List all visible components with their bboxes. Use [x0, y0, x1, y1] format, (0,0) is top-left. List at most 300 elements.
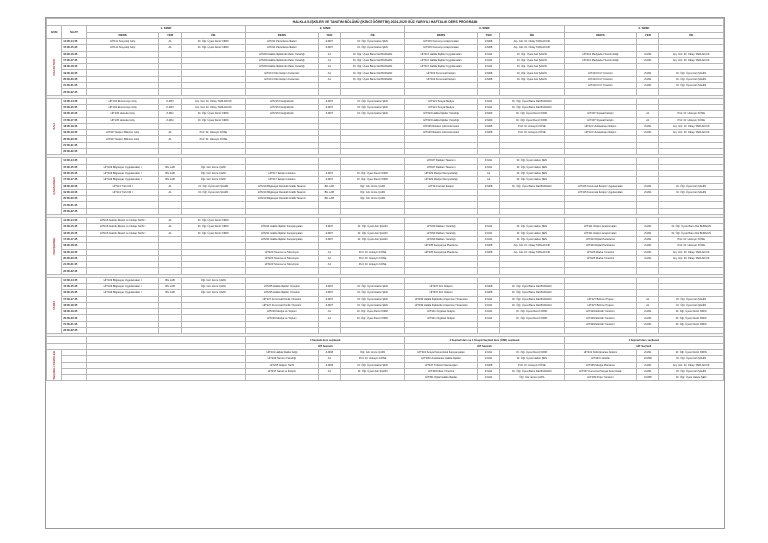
- hour-cell: 21:00-21:45: [62, 262, 87, 268]
- class-4-lecturer-cell: Dr. Öğr. Üyesi Aslı ŞAHİN: [659, 296, 724, 302]
- class-1-room-cell: A1: [159, 218, 181, 224]
- hour-cell: 17:00-17:45: [62, 296, 87, 302]
- class-2-course-cell: HİT211 Pazarlama İlkeleri: [246, 45, 319, 51]
- class-3-lecturer-cell: Dr. Öğr. Üyesi Aslı ŞAHİN: [500, 64, 564, 70]
- class-3-room-cell: Z-M11: [477, 302, 499, 308]
- class-1-course-cell: HİT109 Bilgisayar Uygulamaları I: [86, 277, 159, 283]
- class-3-course-cell: HİT319 Kurumsal İletişim: [405, 76, 478, 82]
- class-4-room-cell: Z-M11: [637, 123, 659, 129]
- class-2-room-cell: Z-M07: [318, 296, 340, 302]
- class-3-room-cell: Z-M08: [477, 123, 499, 129]
- class-2-course-cell: HİT221 Halkla İlişkiler Kampanyaları: [246, 224, 319, 230]
- class-2-lecturer-cell: Dr. Öğr. Üyesi Hatice ŞEN: [340, 290, 404, 296]
- class-4-lecturer-cell: Dr. Öğr. Üyesi Deniz KIRIK: [659, 349, 724, 355]
- class-2-lecturer-cell: Prof. Dr. Hüseyin KÖSE: [340, 249, 404, 255]
- class-2-lecturer-cell: Prof. Dr. Hüseyin KÖSE: [340, 262, 404, 268]
- class-4-room-cell: Z-M11: [637, 57, 659, 63]
- class-3-course-cell: HİT327 Reklam Tasarımı: [405, 164, 478, 170]
- class-2-course-cell: HİT219 Bilgisayar Destekli Grafik Tasarım: [246, 196, 319, 202]
- class-4-room-cell: Z-M11: [637, 368, 659, 374]
- class-4-course-cell: HİT427 Bitirme Projesi: [564, 302, 637, 308]
- class-4-room-cell: Z-M08: [637, 356, 659, 362]
- class-1-room-cell: BİL LAB: [159, 170, 181, 176]
- class-1-room-cell: Z-M11: [159, 117, 181, 123]
- elective-label-3: HİT Seçmeli: [405, 343, 564, 349]
- hour-cell: [62, 375, 87, 381]
- class-1-course-cell: HİT109 Bilgisayar Uygulamaları I: [86, 164, 159, 170]
- class-3-course-cell: HİT345 Uluslararası Halkla İlişkiler: [405, 356, 478, 362]
- class-3-course-cell: HİT329 Medya Okuryazarlığı: [405, 177, 478, 183]
- class-1-course-cell: HİT111 Sosyoloji Giriş: [86, 39, 159, 45]
- hour-cell: 16:00-16:45: [62, 111, 87, 117]
- class-4-room-cell: Z-M11: [637, 321, 659, 327]
- class-2-course-cell: HİT221 Halkla İlişkiler Kampanyaları: [246, 236, 319, 242]
- class-4-room-cell: A1: [637, 302, 659, 308]
- class-3-course-cell: HİT317 Halkla İlişkiler Uygulamaları: [405, 64, 478, 70]
- class-3-course-cell: HİT347 Tüketici Davranışları: [405, 362, 478, 368]
- class-2-course-cell: HİT225 Halkla İlişkiler Yönetimi: [246, 283, 319, 289]
- course-header: DERS: [86, 32, 159, 39]
- class-2-course-cell: HİT215 Fotoğrafçılık: [246, 111, 319, 117]
- class-2-room-cell: A1: [318, 356, 340, 362]
- class-1-room-cell: BİL LAB: [159, 283, 181, 289]
- class-2-room-cell: Z-M07: [318, 177, 340, 183]
- class-3-room-cell: Z-M11: [477, 315, 499, 321]
- class-1-lecturer-cell: Öğr. Gör. Emre ÇAPA: [181, 283, 245, 289]
- class-3-room-cell: Z-M08: [477, 70, 499, 76]
- class-4-course-cell: HİT415 Kurumsal İletişim Uygulamaları: [564, 183, 637, 189]
- class-2-course-cell: HİT219 Bilgisayar Destekli Grafik Tasarım: [246, 189, 319, 195]
- class-3-course-cell: HİT333 Reklam Yazarlığı: [405, 236, 478, 242]
- class-3-course-cell: HİT335 Kampanya Planlama: [405, 249, 478, 255]
- class-3-lecturer-cell: Dr. Öğr. Üyesi Banu Dal BURHAN: [500, 183, 564, 189]
- hour-cell: 19:00-19:45: [62, 309, 87, 315]
- hour-cell: 15:00-15:45: [62, 283, 87, 289]
- class-1-lecturer-cell: Arş. Gör. Dr. Oktay TARLAKCIK: [181, 104, 245, 110]
- class-3-room-cell: Z-M11: [477, 164, 499, 170]
- class-1-lecturer-cell: Dr. Öğr. Üyesi Deniz KIRIK: [181, 224, 245, 230]
- hour-cell: 22:00-22:45: [62, 268, 87, 274]
- class-4-lecturer-cell: Dr. Öğr. Üyesi Deniz KIRIK: [659, 309, 724, 315]
- hour-cell: 20:00-20:45: [62, 136, 87, 142]
- class-3-course-cell: HİT337 Kriz İletişimi: [405, 290, 478, 296]
- class-1-lecturer-cell: Prof. Dr. Hüseyin KÖSE: [181, 130, 245, 136]
- class-2-room-cell: Z-M07: [318, 283, 340, 289]
- hour-cell: 22:00-22:45: [62, 89, 87, 95]
- hour-cell: 19:00-19:45: [62, 249, 87, 255]
- elective-label-2: HİT Seçmeli: [246, 343, 405, 349]
- class-2-course-cell: HİT235 İletişim Tarihi: [246, 362, 319, 368]
- class-2-header: 2. SINIF: [246, 26, 405, 33]
- class-1-lecturer-cell: Dr. Öğr. Üyesi Deniz KIRIK: [181, 117, 245, 123]
- hour-cell: 22:00-22:45: [62, 149, 87, 155]
- schedule-title: HALKLA İLİŞKİLER VE TANITIM BÖLÜMÜ (İKİNCİ ÖĞRETİM) 2024-2025 GÜZ YARIYILI HAFTALIK DERS PROGRAMI: [47, 19, 724, 26]
- lecturer-header: ÖE: [659, 32, 724, 39]
- class-3-room-cell: Z-M11: [477, 296, 499, 302]
- class-1-course-cell: HİT111 Sosyoloji Giriş: [86, 45, 159, 51]
- class-3-lecturer-cell: Arş. Gör. Dr. Oktay TARLAKCIK: [500, 243, 564, 249]
- class-3-room-cell: Z-M11: [477, 236, 499, 242]
- class-2-lecturer-cell: Dr. Öğr. Üyesi Aslı ŞAHİN: [340, 368, 404, 374]
- class-1-course-cell: HİT107 İletişim Bilimine Giriş: [86, 130, 159, 136]
- day-label: SALI: [47, 98, 62, 155]
- class-2-room-cell: A1: [318, 70, 340, 76]
- hour-cell: 14:00-14:45: [62, 218, 87, 224]
- class-4-course-cell: HİT435 Medya Planlama: [564, 362, 637, 368]
- class-4-lecturer-cell: Prof. Dr. Hüseyin KÖSE: [659, 111, 724, 117]
- hour-cell: 18:00-18:45: [62, 123, 87, 129]
- class-2-lecturer-cell: Dr. Öğr. Üyesi Deniz KIRIK: [340, 177, 404, 183]
- class-3-room-cell: Z-M08: [477, 39, 499, 45]
- class-4-lecturer-cell: Dr. Öğr. Üyesi Aslı ŞAHİN: [659, 189, 724, 195]
- hour-cell: 21:00-21:45: [62, 142, 87, 148]
- hour-cell: 17:00-17:45: [62, 57, 87, 63]
- class-3-lecturer-cell: Dr. Öğr. Üyesi Banu Dal BURHAN: [500, 104, 564, 110]
- class-2-room-cell: A1: [318, 57, 340, 63]
- class-2-room-cell: A1: [318, 368, 340, 374]
- hour-cell: 16:00-16:45: [62, 51, 87, 57]
- class-3-course-cell: HİT321 Sosyal Medya: [405, 98, 478, 104]
- class-4-room-cell: Z-M11: [637, 230, 659, 236]
- class-3-course-cell: HİT315 Kamuoyu Araştırmaları: [405, 45, 478, 51]
- lecturer-header: ÖE: [181, 32, 245, 39]
- class-3-course-cell: HİT341 Örgütsel İletişim: [405, 315, 478, 321]
- class-1-room-cell: BİL LAB: [159, 290, 181, 296]
- class-2-lecturer-cell: Dr. Öğr. Üyesi Aslı ŞAHİN: [340, 230, 404, 236]
- class-3-course-cell: HİT337 Kriz İletişimi: [405, 283, 478, 289]
- class-2-lecturer-cell: Dr. Öğr. Üyesi Hatice ŞEN: [340, 45, 404, 51]
- room-header: YER: [318, 32, 340, 39]
- class-2-room-cell: BİL LAB: [318, 183, 340, 189]
- class-4-course-cell: HİT431 Kültürlerarası İletişim: [564, 349, 637, 355]
- class-3-room-cell: Z-M08: [477, 362, 499, 368]
- class-3-lecturer-cell: Prof. Dr. Hüseyin KÖSE: [500, 362, 564, 368]
- class-3-lecturer-cell: Dr. Öğr. Üyesi Hatice ŞEN: [500, 230, 564, 236]
- class-1-course-cell: HİT105 Hukuka Giriş: [86, 111, 159, 117]
- schedule-sheet: [45, 17, 725, 529]
- class-3-course-cell: HİT327 Reklam Tasarımı: [405, 158, 478, 164]
- class-4-room-cell: Z-M11: [637, 315, 659, 321]
- class-2-lecturer-cell: Öğr. Gör. Emre ÇAPA: [340, 189, 404, 195]
- hour-cell: 14:00-14:45: [62, 277, 87, 283]
- class-3-lecturer-cell: Dr. Öğr. Üyesi Banu Dal BURHAN: [500, 283, 564, 289]
- class-3-room-cell: Z-M11: [477, 98, 499, 104]
- class-4-lecturer-cell: Dr. Öğr. Üyesi Aslı ŞAHİN: [659, 83, 724, 89]
- class-2-course-cell: HİT229 Medya ve Toplum: [246, 315, 319, 321]
- class-1-lecturer-cell: Öğr. Gör. Emre ÇAPA: [181, 290, 245, 296]
- class-1-course-cell: HİT107 İletişim Bilimine Giriş: [86, 136, 159, 142]
- class-4-lecturer-cell: Arş. Gör. Dr. Oktay TARLAKCIK: [659, 255, 724, 261]
- class-3-room-cell: Z-M08: [477, 283, 499, 289]
- class-1-course-cell: HİT109 Bilgisayar Uygulamaları I: [86, 290, 159, 296]
- class-3-course-cell: HİT317 Halkla İlişkiler Uygulamaları: [405, 51, 478, 57]
- class-4-lecturer-cell: Arş. Gör. Dr. Oktay TARLAKCIK: [659, 249, 724, 255]
- class-4-room-cell: A1: [637, 111, 659, 117]
- class-1-header: 1. SINIF: [86, 26, 245, 33]
- hour-column-header: SAAT: [62, 26, 87, 39]
- class-4-room-cell: Z-M11: [637, 362, 659, 368]
- class-3-room-cell: Z-M11: [477, 230, 499, 236]
- class-2-room-cell: A1: [318, 315, 340, 321]
- class-3-lecturer-cell: Arş. Gör. Dr. Oktay TARLAKCIK: [500, 45, 564, 51]
- class-4-lecturer-cell: Dr. Öğr. Üyesi Aslı ŞAHİN: [659, 183, 724, 189]
- class-3-lecturer-cell: Dr. Öğr. Üyesi Deniz KIRIK: [500, 315, 564, 321]
- hour-cell: 15:00-15:45: [62, 104, 87, 110]
- class-2-room-cell: Z-M07: [318, 224, 340, 230]
- class-4-room-cell: Z-M11: [637, 224, 659, 230]
- schedule-table: [46, 18, 724, 381]
- class-4-room-cell: Z-M11: [637, 243, 659, 249]
- class-4-lecturer-cell: Arş. Gör. Dr. Oktay TARLAKCIK: [659, 123, 724, 129]
- class-3-course-cell: HİT315 Kamuoyu Araştırmaları: [405, 39, 478, 45]
- class-2-course-cell: HİT233 Tanıtım Yazarlığı: [246, 356, 319, 362]
- class-3-course-cell: HİT341 Örgütsel İletişim: [405, 309, 478, 315]
- class-2-course-cell: HİT223 Sinema ve Televizyon: [246, 249, 319, 255]
- class-4-room-cell: A1: [637, 296, 659, 302]
- class-2-lecturer-cell: Dr. Öğr. Üyesi Hatice ŞEN: [340, 296, 404, 302]
- class-2-course-cell: HİT217 İletişim Hukuku: [246, 170, 319, 176]
- class-1-lecturer-cell: Dr. Öğr. Üyesi Deniz KIRIK: [181, 45, 245, 51]
- class-4-lecturer-cell: Dr. Öğr. Üyesi Aslı ŞAHİN: [659, 368, 724, 374]
- class-2-lecturer-cell: Öğr. Gör. Emre ÇAPA: [340, 183, 404, 189]
- class-3-lecturer-cell: Dr. Öğr. Üyesi Deniz KIRIK: [500, 117, 564, 123]
- class-3-room-cell: Z-M08: [477, 290, 499, 296]
- class-3-lecturer-cell: Dr. Öğr. Üyesi Deniz KIRIK: [500, 309, 564, 315]
- elective-note-2: 4 Seçmeli ders seçilecek: [246, 337, 405, 343]
- class-3-course-cell: HİT329 Medya Okuryazarlığı: [405, 170, 478, 176]
- class-3-course-cell: HİT325 Reklam Çözümlemeleri: [405, 130, 478, 136]
- class-3-lecturer-cell: Arş. Gör. Dr. Oktay TARLAKCIK: [500, 39, 564, 45]
- class-2-room-cell: Z-M07: [318, 45, 340, 51]
- class-1-course-cell: HİT105 Hukuka Giriş: [86, 117, 159, 123]
- class-1-room-cell: Z-M07: [159, 104, 181, 110]
- class-3-room-cell: Z-M11: [477, 104, 499, 110]
- class-2-room-cell: Z-M07: [318, 290, 340, 296]
- class-2-room-cell: A1: [318, 249, 340, 255]
- class-1-course-cell: HİT113 Türk Dili I: [86, 183, 159, 189]
- hour-cell: 19:00-19:45: [62, 189, 87, 195]
- class-4-course-cell: HİT415 Kurumsal İletişim Uygulamaları: [564, 189, 637, 195]
- class-2-course-cell: HİT237 Sanat ve İletişim: [246, 368, 319, 374]
- class-4-course-cell: HİT439 Proje Yönetimi: [564, 375, 637, 381]
- class-3-room-cell: Z-M11: [477, 158, 499, 164]
- class-4-lecturer-cell: Arş. Gör. Dr. Oktay TARLAKCIK: [659, 130, 724, 136]
- class-3-course-cell: HİT323 Halkla İlişkiler Yazarlığı: [405, 111, 478, 117]
- class-1-room-cell: A1: [159, 183, 181, 189]
- class-4-course-cell: HİT423 Dijital Pazarlama: [564, 236, 637, 242]
- class-1-lecturer-cell: Dr. Öğr. Üyesi Deniz KIRIK: [181, 39, 245, 45]
- hour-cell: 17:00-17:45: [62, 236, 87, 242]
- class-3-room-cell: Z-M08: [477, 130, 499, 136]
- class-4-course-cell: HİT433 Lobicilik: [564, 356, 637, 362]
- class-3-room-cell: Z-M11: [477, 309, 499, 315]
- hour-cell: 15:00-15:45: [62, 164, 87, 170]
- class-3-lecturer-cell: Dr. Öğr. Üyesi Hatice ŞEN: [500, 236, 564, 242]
- hour-cell: 14:00-14:45: [62, 39, 87, 45]
- class-2-room-cell: A1: [318, 255, 340, 261]
- class-3-room-cell: Z-M08: [477, 183, 499, 189]
- class-2-lecturer-cell: Dr. Öğr. Üyesi Banu Dal BURHAN: [340, 64, 404, 70]
- class-2-course-cell: HİT225 Halkla İlişkiler Yönetimi: [246, 290, 319, 296]
- elective-note-3: 4 Seçmeli ders ve 1 Sosyal Seçmeli ders (ÜSD) seçilecek: [405, 337, 564, 343]
- class-1-lecturer-cell: Öğr. Gör. Emre ÇAPA: [181, 177, 245, 183]
- class-3-lecturer-cell: Dr. Öğr. Üyesi Banu Dal BURHAN: [500, 302, 564, 308]
- class-3-room-cell: Z-M11: [477, 368, 499, 374]
- class-4-room-cell: A1: [637, 117, 659, 123]
- hour-cell: 15:00-15:45: [62, 224, 87, 230]
- class-2-lecturer-cell: Dr. Öğr. Üyesi Hatice ŞEN: [340, 98, 404, 104]
- hour-cell: 17:00-17:45: [62, 177, 87, 183]
- class-1-room-cell: A1: [159, 45, 181, 51]
- class-2-course-cell: [246, 375, 319, 381]
- class-3-course-cell: HİT343 Sosyal Sorumluluk Kampanyaları: [405, 349, 478, 355]
- class-2-lecturer-cell: Dr. Öğr. Üyesi Hatice ŞEN: [340, 283, 404, 289]
- class-4-lecturer-cell: Prof. Dr. Hüseyin KÖSE: [659, 117, 724, 123]
- class-4-room-cell: Z-M11: [637, 236, 659, 242]
- hour-cell: 21:00-21:45: [62, 83, 87, 89]
- hour-cell: 22:00-22:45: [62, 328, 87, 334]
- hour-cell: 20:00-20:45: [62, 255, 87, 261]
- hour-cell: 20:00-20:45: [62, 76, 87, 82]
- class-1-empty-cell: [86, 375, 245, 381]
- class-2-room-cell: A1: [318, 51, 340, 57]
- class-2-lecturer-cell: Dr. Öğr. Üyesi Banu Dal BURHAN: [340, 70, 404, 76]
- class-1-course-cell: HİT115 Atatürk İlkeleri ve İnkılap Tarihi I: [86, 230, 159, 236]
- class-3-lecturer-cell: Dr. Öğr. Üyesi Banu Dal BURHAN: [500, 98, 564, 104]
- hour-cell: 18:00-18:45: [62, 64, 87, 70]
- class-4-room-cell: Z-M11: [637, 83, 659, 89]
- class-2-lecturer-cell: Dr. Öğr. Üyesi Banu Dal BURHAN: [340, 51, 404, 57]
- class-2-lecturer-cell: Prof. Dr. Hüseyin KÖSE: [340, 356, 404, 362]
- class-1-room-cell: A1: [159, 224, 181, 230]
- class-1-course-cell: HİT109 Bilgisayar Uygulamaları I: [86, 177, 159, 183]
- class-3-course-cell: HİT333 Reklam Yazarlığı: [405, 224, 478, 230]
- class-1-course-cell: HİT115 Atatürk İlkeleri ve İnkılap Tarihi I: [86, 224, 159, 230]
- class-4-lecturer-cell: Dr. Öğr. Üyesi Aslı ŞAHİN: [659, 356, 724, 362]
- class-2-course-cell: HİT209 Halkla İlişkilerde Metin Yazarlığı: [246, 51, 319, 57]
- class-4-course-cell: HİT427 Bitirme Projesi: [564, 296, 637, 302]
- class-4-room-cell: Z-M11: [637, 76, 659, 82]
- class-3-lecturer-cell: Dr. Öğr. Üyesi Hatice ŞEN: [500, 356, 564, 362]
- class-2-lecturer-cell: Prof. Dr. Hüseyin KÖSE: [340, 255, 404, 261]
- class-3-course-cell: HİT331 Görsel İletişim: [405, 183, 478, 189]
- class-1-lecturer-cell: Dr. Öğr. Üyesi Aslı ŞAHİN: [181, 189, 245, 195]
- class-3-course-cell: HİT351 Dijital Halkla İlişkiler: [405, 375, 478, 381]
- elective-day-label: SEÇMELİ DERSLER: [47, 349, 62, 380]
- class-4-course-cell: HİT423 Dijital Pazarlama: [564, 243, 637, 249]
- elective-row: [47, 375, 724, 381]
- class-4-course-cell: HİT413 Medyada Yönetim Etiği: [564, 57, 637, 63]
- class-2-lecturer-cell: Dr. Öğr. Üyesi Hatice ŞEN: [340, 362, 404, 368]
- class-1-room-cell: A1: [159, 230, 181, 236]
- class-4-course-cell: HİT421 İletişim Araştırmaları: [564, 224, 637, 230]
- class-3-header: 3. SINIF: [405, 26, 564, 33]
- class-4-room-cell: Z-M11: [637, 70, 659, 76]
- class-2-lecturer-cell: Dr. Öğr. Üyesi Hatice ŞEN: [340, 302, 404, 308]
- elective-note-4: 4 Seçmeli ders seçilecek: [564, 337, 723, 343]
- class-4-room-cell: Z-M11: [637, 349, 659, 355]
- class-1-lecturer-cell: Arş. Gör. Dr. Oktay TARLAKCIK: [181, 98, 245, 104]
- lecturer-header: ÖE: [500, 32, 564, 39]
- class-2-room-cell: A1: [318, 262, 340, 268]
- class-4-lecturer-cell: Dr. Öğr. Üyesi Banu Dal BURHAN: [659, 224, 724, 230]
- class-2-course-cell: HİT219 Bilgisayar Destekli Grafik Tasarım: [246, 183, 319, 189]
- day-label: ÇARŞAMBA: [47, 158, 62, 215]
- class-3-room-cell: Z-M11: [477, 349, 499, 355]
- class-3-course-cell: HİT317 Halkla İlişkiler Uygulamaları: [405, 57, 478, 63]
- class-2-course-cell: HİT223 Sinema ve Televizyon: [246, 262, 319, 268]
- class-4-lecturer-cell: Arş. Gör. Dr. Oktay TARLAKCIK: [659, 362, 724, 368]
- class-2-course-cell: HİT215 Fotoğrafçılık: [246, 104, 319, 110]
- class-4-course-cell: HİT425 Marka Yönetimi: [564, 255, 637, 261]
- class-3-room-cell: Z-M11: [477, 224, 499, 230]
- class-2-lecturer-cell: Dr. Öğr. Üyesi Banu Dal BURHAN: [340, 57, 404, 63]
- class-3-lecturer-cell: Dr. Öğr. Üyesi Hatice ŞEN: [500, 158, 564, 164]
- class-3-lecturer-cell: Dr. Öğr. Üyesi Hatice ŞEN: [500, 170, 564, 176]
- class-4-course-cell: HİT407 Siyasal İletişim: [564, 111, 637, 117]
- class-2-course-cell: HİT221 Halkla İlişkiler Kampanyaları: [246, 230, 319, 236]
- class-4-room-cell: Z-M11: [637, 51, 659, 57]
- class-2-room-cell: Z-M07: [318, 236, 340, 242]
- class-2-room-cell: Z-M07: [318, 170, 340, 176]
- class-1-lecturer-cell: Öğr. Gör. Emre ÇAPA: [181, 277, 245, 283]
- class-2-course-cell: HİT231 Halkla İlişkiler Etiği: [246, 349, 319, 355]
- class-2-room-cell: Z-M07: [318, 98, 340, 104]
- class-1-lecturer-cell: Prof. Dr. Hüseyin KÖSE: [181, 136, 245, 142]
- room-header: YER: [477, 32, 499, 39]
- class-3-lecturer-cell: Arş. Gör. Dr. Oktay TARLAKCIK: [500, 249, 564, 255]
- class-2-room-cell: BİL LAB: [318, 196, 340, 202]
- class-2-lecturer-cell: Dr. Öğr. Üyesi Deniz KIRIK: [340, 309, 404, 315]
- class-3-lecturer-cell: Dr. Öğr. Üyesi Banu Dal BURHAN: [500, 368, 564, 374]
- class-4-course-cell: HİT437 Kurumsal Sosyal Sorumluluk: [564, 368, 637, 374]
- course-header: DERS: [564, 32, 637, 39]
- class-2-room-cell: A1: [318, 76, 340, 82]
- class-2-room-cell: Z-M08: [318, 349, 340, 355]
- hour-cell: 20:00-20:45: [62, 196, 87, 202]
- class-3-lecturer-cell: Dr. Öğr. Üyesi Aslı ŞAHİN: [500, 57, 564, 63]
- class-2-lecturer-cell: Dr. Öğr. Üyesi Banu Dal BURHAN: [340, 76, 404, 82]
- hour-cell: 18:00-18:45: [62, 302, 87, 308]
- class-4-room-cell: Z-M11: [637, 255, 659, 261]
- class-4-course-cell: HİT407 Siyasal İletişim: [564, 117, 637, 123]
- class-4-course-cell: HİT429 Etkinlik Yönetimi: [564, 315, 637, 321]
- class-1-room-cell: A1: [159, 136, 181, 142]
- class-4-room-cell: Z-M11: [637, 130, 659, 136]
- class-4-lecturer-cell: Dr. Öğr. Üyesi Banu Dal BURHAN: [659, 230, 724, 236]
- class-3-lecturer-cell: Prof. Dr. Hüseyin KÖSE: [500, 123, 564, 129]
- class-2-room-cell: A1: [318, 64, 340, 70]
- class-1-room-cell: A1: [159, 39, 181, 45]
- class-4-room-cell: Z-M08: [637, 375, 659, 381]
- class-2-course-cell: HİT227 Kurumsal Kimlik Yönetimi: [246, 296, 319, 302]
- class-2-room-cell: Z-M07: [318, 230, 340, 236]
- class-3-course-cell: HİT325 Reklam Çözümlemeleri: [405, 123, 478, 129]
- class-1-lecturer-cell: Öğr. Gör. Emre ÇAPA: [181, 164, 245, 170]
- class-4-header: 4. SINIF: [564, 26, 723, 33]
- class-3-lecturer-cell: Dr. Öğr. Üyesi Hatice ŞEN: [500, 164, 564, 170]
- class-4-lecturer-cell: Arş. Gör. Dr. Oktay TARLAKCIK: [659, 57, 724, 63]
- class-3-course-cell: HİT333 Reklam Yazarlığı: [405, 230, 478, 236]
- class-1-room-cell: A1: [159, 189, 181, 195]
- class-3-room-cell: Z-M11: [477, 64, 499, 70]
- class-3-lecturer-cell: Dr. Öğr. Üyesi Banu Dal BURHAN: [500, 290, 564, 296]
- class-2-course-cell: HİT209 Halkla İlişkilerde Metin Yazarlığı: [246, 64, 319, 70]
- class-3-room-cell: Z-M08: [477, 243, 499, 249]
- day-label: PERŞEMBE: [47, 218, 62, 275]
- class-3-course-cell: HİT339 Halkla İlişkilerde Araştırma Yöntemleri: [405, 296, 478, 302]
- class-4-lecturer-cell: Arş. Gör. Dr. Oktay TARLAKCIK: [659, 51, 724, 57]
